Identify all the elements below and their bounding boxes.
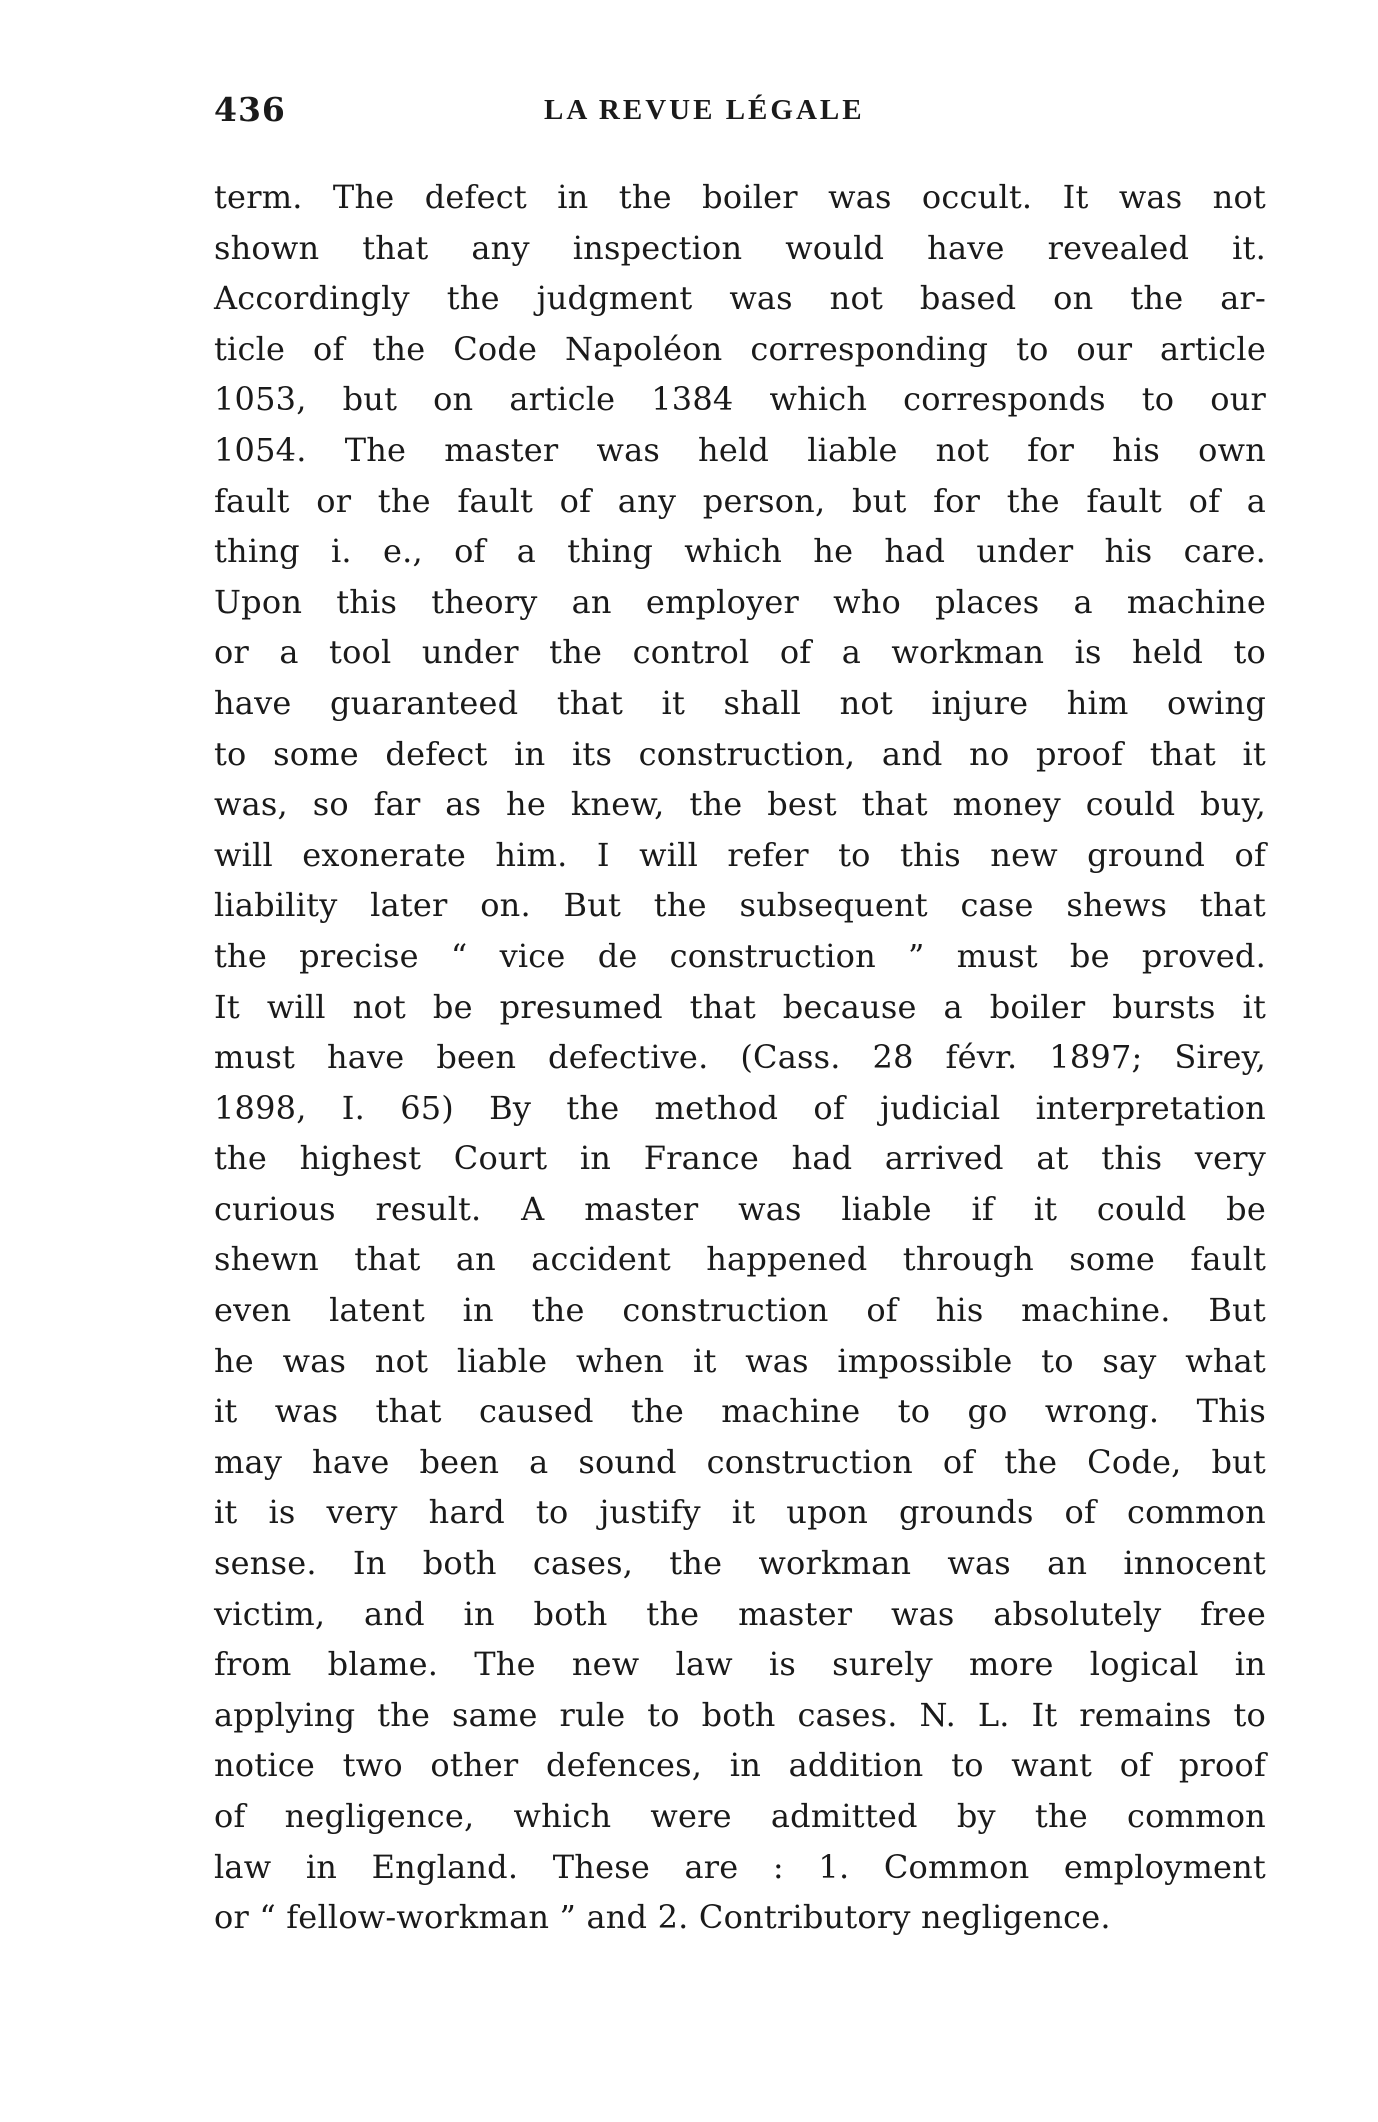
text-line: have guaranteed that it shall not injure him owing [214,683,1266,722]
text-line: to some defect in its construction, and no proof that it [214,734,1266,773]
text-line: 1898, I. 65) By the method of judicial interpretation [214,1088,1266,1127]
text-line: will exonerate him. I will refer to this new ground of [214,835,1266,874]
text-line: was, so far as he knew, the best that money could buy, [214,785,1266,824]
text-line: even latent in the construction of his machine. But [214,1291,1266,1330]
text-line: shown that any inspection would have revealed it. [214,228,1266,267]
text-line: victim, and in both the master was absolutely free [214,1594,1266,1633]
running-title: LA REVUE LÉGALE [544,94,865,126]
text-line: Upon this theory an employer who places a machine [214,582,1266,621]
text-line: from blame. The new law is surely more logical in [214,1645,1266,1684]
page-number: 436 [214,90,286,129]
text-line: liability later on. But the subsequent case shews that [214,886,1266,925]
text-line: may have been a sound construction of the Code, but [214,1442,1266,1481]
text-line: It will not be presumed that because a boiler bursts it [214,987,1266,1026]
body-paragraph [214,172,1266,1943]
text-line: ticle of the Code Napoléon corresponding to our article [214,329,1266,368]
text-line: applying the same rule to both cases. N. L. It remains to [214,1695,1266,1734]
text-line: must have been defective. (Cass. 28 févr. 1897; Sirey, [214,1038,1266,1077]
text-line: curious result. A master was liable if it could be [214,1189,1266,1228]
page-header [214,90,1264,140]
text-line: 1054. The master was held liable not for his own [214,430,1266,469]
text-line: sense. In both cases, the workman was an innocent [214,1544,1266,1583]
text-line: the highest Court in France had arrived at this very [214,1139,1266,1178]
text-line: fault or the fault of any person, but for the fault of a [214,481,1266,520]
text-line: thing i. e., of a thing which he had under his care. [214,532,1266,571]
text-line: 1053, but on article 1384 which corresponds to our [214,380,1266,419]
text-line: it was that caused the machine to go wrong. This [214,1392,1266,1431]
text-line: notice two other defences, in addition to want of proof [214,1746,1266,1785]
text-line: he was not liable when it was impossible to say what [214,1341,1266,1380]
text-line: or a tool under the control of a workman is held to [214,633,1266,672]
text-line: or “ fellow-workman ” and 2. Contributory negligence. [214,1898,1111,1937]
text-line: Accordingly the judgment was not based on the ar- [214,279,1266,318]
text-line: law in England. These are : 1. Common employment [214,1847,1266,1886]
text-line: of negligence, which were admitted by the common [214,1797,1266,1835]
text-line: term. The defect in the boiler was occult. It was not [214,178,1266,216]
text-line: the precise “ vice de construction ” must be proved. [214,936,1266,975]
text-line: it is very hard to justify it upon grounds of common [214,1493,1266,1532]
text-line: shewn that an accident happened through some fault [214,1240,1266,1279]
